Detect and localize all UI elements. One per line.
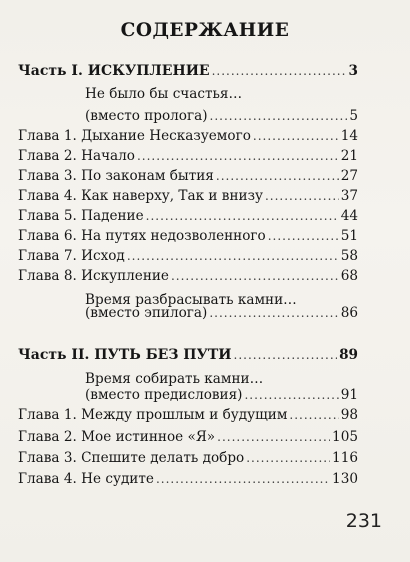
toc-chapter <box>18 146 358 166</box>
toc-chapter-page: 130 <box>332 471 358 487</box>
toc-chapter <box>18 226 358 246</box>
leader-dots <box>212 61 347 81</box>
leader-dots <box>146 206 339 226</box>
leader-dots <box>137 146 339 166</box>
leader-dots <box>171 266 339 286</box>
page-title: СОДЕРЖАНИЕ <box>120 20 290 41</box>
toc-epilogue-line1: Время разбрасывать камни… <box>85 292 297 308</box>
page-number: 231 <box>345 510 382 532</box>
toc-preface <box>85 385 358 405</box>
toc-part-2-label: Часть II. ПУТЬ БЕЗ ПУТИ <box>18 347 232 363</box>
toc-epilogue-label: (вместо эпилога) <box>85 305 208 321</box>
toc-chapter-label: Глава 5. Падение <box>18 208 144 224</box>
toc-chapter-page: 58 <box>340 248 358 264</box>
leader-dots <box>246 448 330 468</box>
toc-preface-line1: Время собирать камни… <box>85 371 264 387</box>
leader-dots <box>268 226 339 246</box>
toc-chapter-label: Глава 8. Искупление <box>18 268 169 284</box>
toc-chapter-label: Глава 7. Исход <box>18 248 125 264</box>
leader-dots <box>289 405 338 425</box>
leader-dots <box>217 427 330 447</box>
toc-prologue <box>85 106 358 126</box>
leader-dots <box>156 469 330 489</box>
toc-chapter-label: Глава 3. По законам бытия <box>18 168 214 184</box>
toc-chapter-label: Глава 2. Начало <box>18 148 135 164</box>
toc-part-2-page: 89 <box>339 347 358 363</box>
leader-dots <box>265 186 339 206</box>
leader-dots <box>209 303 338 323</box>
toc-prologue-line1: Не было бы счастья… <box>85 86 243 102</box>
toc-chapter-label: Глава 3. Спешите делать добро <box>18 450 245 466</box>
toc-chapter-page: 116 <box>332 450 358 466</box>
toc-chapter <box>18 126 358 146</box>
toc-prologue-page: 5 <box>349 108 358 124</box>
toc-chapter <box>18 186 358 206</box>
toc-chapter-label: Глава 1. Дыхание Несказуемого <box>18 128 251 144</box>
toc-chapter-label: Глава 2. Мое истинное «Я» <box>18 429 216 445</box>
toc-chapter <box>18 448 358 468</box>
toc-chapter-label: Глава 4. Не судите <box>18 471 154 487</box>
toc-chapter <box>18 469 358 489</box>
leader-dots <box>234 345 338 365</box>
toc-chapter <box>18 427 358 447</box>
toc-preface-page: 91 <box>340 387 358 403</box>
toc-part-1 <box>18 61 358 81</box>
toc-chapter-label: Глава 1. Между прошлым и будущим <box>18 407 288 423</box>
toc-prologue-label: (вместо пролога) <box>85 108 208 124</box>
leader-dots <box>244 385 338 405</box>
toc-chapter-page: 21 <box>340 148 358 164</box>
toc-chapter-page: 68 <box>340 268 358 284</box>
leader-dots <box>216 166 339 186</box>
toc-chapter-page: 37 <box>340 188 358 204</box>
toc-chapter-page: 105 <box>332 429 358 445</box>
toc-chapter <box>18 166 358 186</box>
toc-chapter-label: Глава 4. Как наверху, Так и внизу <box>18 188 263 204</box>
toc-chapter <box>18 206 358 226</box>
toc-chapter-page: 51 <box>340 228 358 244</box>
toc-chapter <box>18 266 358 286</box>
toc-chapter-label: Глава 6. На путях недозволенного <box>18 228 266 244</box>
leader-dots <box>127 246 339 266</box>
toc-chapter-page: 27 <box>340 168 358 184</box>
toc-part-2 <box>18 345 358 365</box>
toc-part-1-label: Часть I. ИСКУПЛЕНИЕ <box>18 63 210 79</box>
toc-chapter-page: 14 <box>340 128 358 144</box>
toc-chapter <box>18 246 358 266</box>
toc-epilogue-page: 86 <box>340 305 358 321</box>
toc-chapter-page: 44 <box>340 208 358 224</box>
toc-epilogue <box>85 303 358 323</box>
toc-preface-label: (вместо предисловия) <box>85 387 243 403</box>
toc-part-1-page: 3 <box>348 63 358 79</box>
toc-chapter <box>18 405 358 425</box>
toc-chapter-page: 98 <box>340 407 358 423</box>
leader-dots <box>210 106 348 126</box>
leader-dots <box>253 126 339 146</box>
